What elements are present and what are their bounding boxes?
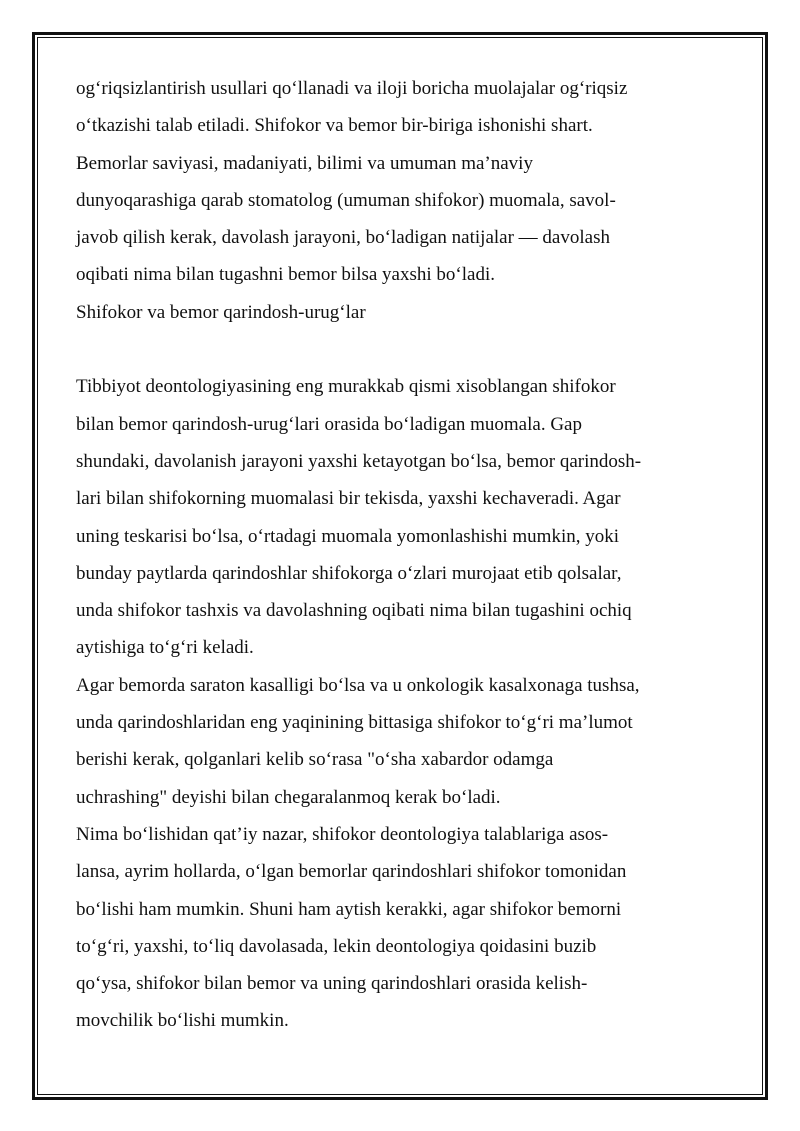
text-line: uning teskarisi bo‘lsa, o‘rtadagi muomala yomonlashishi mumkin, yoki: [76, 525, 620, 547]
text-line: oqibati nima bilan tugashni bemor bilsa yaxshi bo‘ladi.: [76, 264, 495, 286]
text-line: dunyoqarashiga qarab stomatolog (umuman shifokor) muomala, savol-: [76, 189, 616, 211]
text-line: Tibbiyot deontologiyasining eng murakkab qismi xisoblangan shifokor: [76, 376, 616, 398]
text-line: Nima bo‘lishidan qat’iy nazar, shifokor deontologiya talablariga asos-: [76, 823, 609, 845]
text-line: unda qarindoshlaridan eng yaqinining bittasiga shifokor to‘g‘ri ma’lumot: [76, 712, 633, 734]
text-line: aytishiga to‘g‘ri keladi.: [76, 637, 254, 659]
text-line: shundaki, davolanish jarayoni yaxshi ketayotgan bo‘lsa, bemor qarindosh-: [76, 450, 642, 472]
text-line: lansa, ayrim hollarda, o‘lgan bemorlar qarindoshlari shifokor tomonidan: [76, 861, 627, 883]
paragraph-conclusion: [76, 816, 736, 1040]
blank-line: [76, 331, 736, 368]
text-line: qo‘ysa, shifokor bilan bemor va uning qarindoshlari orasida kelish-: [76, 973, 588, 995]
text-line: uchrashing" deyishi bilan chegaralanmoq kerak bo‘ladi.: [76, 786, 501, 808]
text-line: Bemorlar saviyasi, madaniyati, bilimi va umuman ma’naviy: [76, 152, 533, 174]
text-line: o‘tkazishi talab etiladi. Shifokor va bemor bir-biriga ishonishi shart.: [76, 115, 593, 137]
text-line: Agar bemorda saraton kasalligi bo‘lsa va u onkologik kasalxonaga tushsa,: [76, 674, 640, 696]
text-line: movchilik bo‘lishi mumkin.: [76, 1010, 289, 1032]
text-line: bunday paytlarda qarindoshlar shifokorga o‘zlari murojaat etib qolsalar,: [76, 562, 622, 584]
document-body: [76, 70, 736, 1040]
text-line: javob qilish kerak, davolash jarayoni, bo‘ladigan natijalar — davolash: [76, 227, 610, 249]
text-line: lari bilan shifokorning muomalasi bir tekisda, yaxshi kechaveradi. Agar: [76, 488, 621, 510]
text-line: bo‘lishi ham mumkin. Shuni ham aytish kerakki, agar shifokor bemorni: [76, 898, 622, 920]
text-line: og‘riqsizlantirish usullari qo‘llanadi va iloji boricha muolajalar og‘riqsiz: [76, 78, 628, 99]
text-line: to‘g‘ri, yaxshi, to‘liq davolasada, lekin deontologiya qoidasini buzib: [76, 935, 597, 957]
paragraph-cancer: [76, 667, 736, 816]
paragraph-deontology: [76, 368, 736, 666]
section-heading: Shifokor va bemor qarindosh-urug‘lar: [76, 301, 366, 323]
text-line: unda shifokor tashxis va davolashning oqibati nima bilan tugashini ochiq: [76, 600, 632, 622]
text-line: bilan bemor qarindosh-urug‘lari orasida bo‘ladigan muomala. Gap: [76, 413, 582, 435]
paragraph-intro: [76, 70, 736, 294]
text-line: berishi kerak, qolganlari kelib so‘rasa "o‘sha xabardor odamga: [76, 749, 554, 771]
